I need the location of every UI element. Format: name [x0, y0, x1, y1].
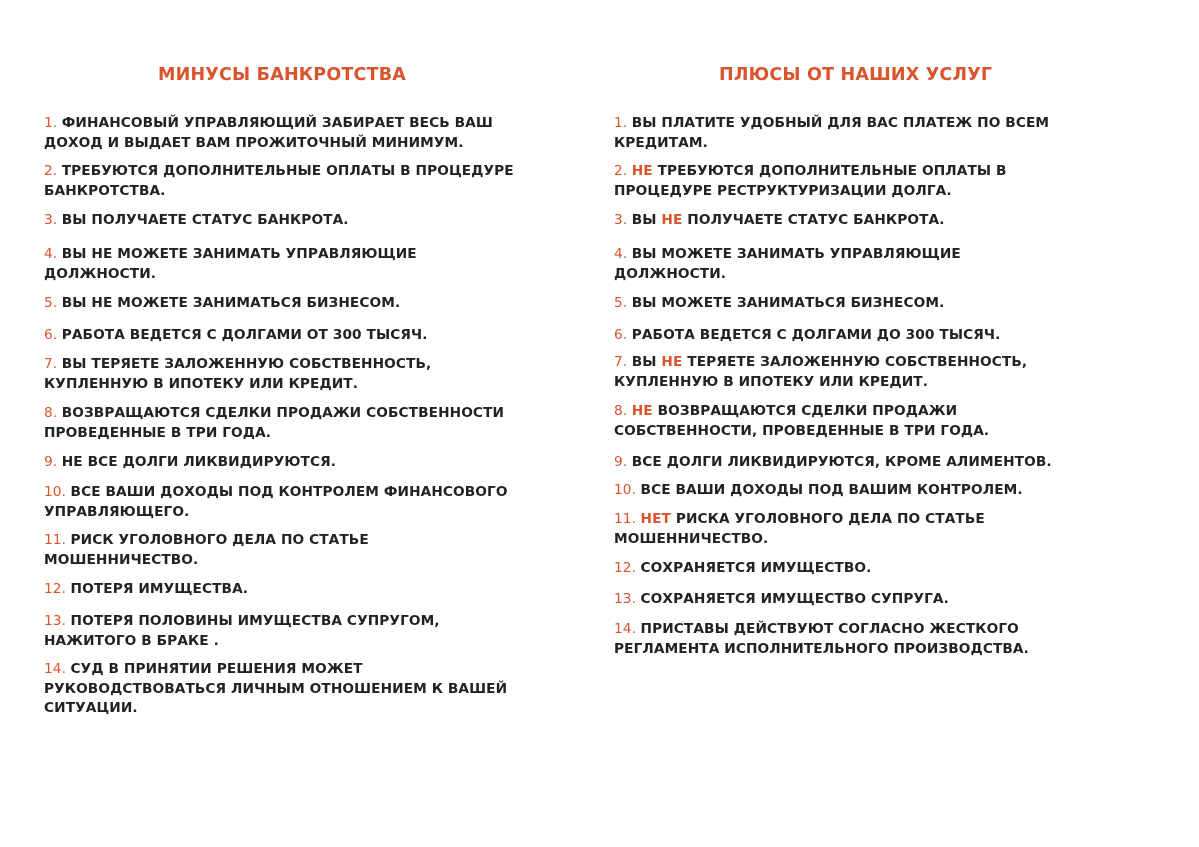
item-text: ВЫ ПОЛУЧАЕТЕ СТАТУС БАНКРОТА. [61, 212, 349, 228]
item-text: РИСКА УГОЛОВНОГО ДЕЛА ПО СТАТЬЕ МОШЕННИЧЕСТВО. [614, 511, 985, 547]
list-item [614, 590, 1054, 610]
list-item [44, 355, 514, 394]
item-negation-highlight: НЕ [631, 403, 653, 419]
list-item [614, 245, 1054, 284]
item-number: 10. [44, 484, 71, 500]
list-item [614, 402, 1054, 441]
item-number: 7. [614, 354, 632, 370]
item-text: ТРЕБУЮТСЯ ДОПОЛНИТЕЛЬНЫЕ ОПЛАТЫ В ПРОЦЕДУРЕ БАНКРОТСТВА. [44, 163, 514, 199]
list-item [44, 114, 514, 153]
item-text: РИСК УГОЛОВНОГО ДЕЛА ПО СТАТЬЕ МОШЕННИЧЕСТВО. [44, 532, 369, 568]
item-number: 7. [44, 356, 62, 372]
list-item [44, 326, 514, 346]
item-number: 6. [614, 327, 632, 343]
list-item [614, 353, 1054, 392]
item-text: ВЫ НЕ МОЖЕТЕ ЗАНИМАТЬ УПРАВЛЯЮЩИЕ ДОЛЖНОСТИ. [44, 246, 417, 282]
item-text: ВЫ НЕ МОЖЕТЕ ЗАНИМАТЬСЯ БИЗНЕСОМ. [61, 295, 401, 311]
item-text: ПОЛУЧАЕТЕ СТАТУС БАНКРОТА. [682, 212, 945, 228]
list-item [614, 294, 1054, 314]
list-item [44, 531, 514, 570]
item-text: ВОЗВРАЩАЮТСЯ СДЕЛКИ ПРОДАЖИ СОБСТВЕННОСТИ, ПРОВЕДЕННЫЕ В ТРИ ГОДА. [614, 403, 990, 439]
item-number: 9. [44, 454, 62, 470]
item-number: 4. [614, 246, 632, 262]
list-item [44, 245, 514, 284]
item-text: НЕ ВСЕ ДОЛГИ ЛИКВИДИРУЮТСЯ. [61, 454, 337, 470]
item-text: СОХРАНЯЕТСЯ ИМУЩЕСТВО. [640, 560, 872, 576]
list-item [44, 294, 514, 314]
item-number: 13. [44, 613, 71, 629]
item-text: ВОЗВРАЩАЮТСЯ СДЕЛКИ ПРОДАЖИ СОБСТВЕННОСТИ ПРОВЕДЕННЫЕ В ТРИ ГОДА. [44, 405, 505, 441]
pluses-title: ПЛЮСЫ ОТ НАШИХ УСЛУГ [719, 65, 993, 85]
list-item [614, 559, 1054, 579]
item-text: ПОТЕРЯ ИМУЩЕСТВА. [70, 581, 249, 597]
list-item [44, 453, 514, 473]
item-text: ВЫ МОЖЕТЕ ЗАНИМАТЬСЯ БИЗНЕСОМ. [631, 295, 945, 311]
item-number: 12. [44, 581, 71, 597]
item-number: 11. [614, 511, 641, 527]
item-text: ТЕРЯЕТЕ ЗАЛОЖЕННУЮ СОБСТВЕННОСТЬ, КУПЛЕННУЮ В ИПОТЕКУ ИЛИ КРЕДИТ. [614, 354, 1028, 390]
list-item [44, 162, 514, 201]
item-number: 14. [614, 621, 641, 637]
item-number: 13. [614, 591, 641, 607]
item-number: 5. [44, 295, 62, 311]
list-item [614, 162, 1054, 201]
item-text: ВСЕ ДОЛГИ ЛИКВИДИРУЮТСЯ, КРОМЕ АЛИМЕНТОВ. [631, 454, 1052, 470]
item-text-prefix: ВЫ [631, 354, 662, 370]
list-item [614, 211, 1054, 231]
item-text: РАБОТА ВЕДЕТСЯ С ДОЛГАМИ ОТ 300 ТЫСЯЧ. [61, 327, 428, 343]
item-number: 2. [614, 163, 632, 179]
item-text: ВЫ ПЛАТИТЕ УДОБНЫЙ ДЛЯ ВАС ПЛАТЕЖ ПО ВСЕМ КРЕДИТАМ. [614, 115, 1050, 151]
list-item [44, 612, 514, 651]
item-number: 5. [614, 295, 632, 311]
item-text-prefix: ВЫ [631, 212, 662, 228]
item-number: 4. [44, 246, 62, 262]
item-number: 1. [44, 115, 62, 131]
item-text: ПРИСТАВЫ ДЕЙСТВУЮТ СОГЛАСНО ЖЕСТКОГО РЕГЛАМЕНТА ИСПОЛНИТЕЛЬНОГО ПРОИЗВОДСТВА. [614, 621, 1029, 657]
list-item [614, 510, 1054, 549]
item-number: 10. [614, 482, 641, 498]
item-number: 6. [44, 327, 62, 343]
list-item [614, 481, 1054, 501]
item-text: ПОТЕРЯ ПОЛОВИНЫ ИМУЩЕСТВА СУПРУГОМ, НАЖИТОГО В БРАКЕ . [44, 613, 440, 649]
item-text: ТРЕБУЮТСЯ ДОПОЛНИТЕЛЬНЫЕ ОПЛАТЫ В ПРОЦЕДУРЕ РЕСТРУКТУРИЗАЦИИ ДОЛГА. [614, 163, 1007, 199]
item-negation-highlight: НЕ [661, 212, 683, 228]
list-item [614, 114, 1054, 153]
item-number: 8. [614, 403, 632, 419]
list-item [44, 580, 514, 600]
list-item [614, 453, 1054, 473]
item-number: 8. [44, 405, 62, 421]
list-item [614, 326, 1054, 346]
item-number: 3. [614, 212, 632, 228]
item-negation-highlight: НЕТ [640, 511, 671, 527]
item-number: 2. [44, 163, 62, 179]
item-text: ВЫ ТЕРЯЕТЕ ЗАЛОЖЕННУЮ СОБСТВЕННОСТЬ, КУПЛЕННУЮ В ИПОТЕКУ ИЛИ КРЕДИТ. [44, 356, 432, 392]
item-text: ВСЕ ВАШИ ДОХОДЫ ПОД ВАШИМ КОНТРОЛЕМ. [640, 482, 1023, 498]
item-negation-highlight: НЕ [661, 354, 683, 370]
item-text: СУД В ПРИНЯТИИ РЕШЕНИЯ МОЖЕТ РУКОВОДСТВОВАТЬСЯ ЛИЧНЫМ ОТНОШЕНИЕМ К ВАШЕЙ СИТУАЦИИ. [44, 661, 508, 716]
item-text: ФИНАНСОВЫЙ УПРАВЛЯЮЩИЙ ЗАБИРАЕТ ВЕСЬ ВАШ ДОХОД И ВЫДАЕТ ВАМ ПРОЖИТОЧНЫЙ МИНИМУМ. [44, 115, 493, 151]
item-text: ВСЕ ВАШИ ДОХОДЫ ПОД КОНТРОЛЕМ ФИНАНСОВОГО УПРАВЛЯЮЩЕГО. [44, 484, 508, 520]
list-item [44, 483, 514, 522]
list-item [44, 660, 514, 719]
item-number: 1. [614, 115, 632, 131]
item-text: ВЫ МОЖЕТЕ ЗАНИМАТЬ УПРАВЛЯЮЩИЕ ДОЛЖНОСТИ. [614, 246, 961, 282]
item-number: 9. [614, 454, 632, 470]
list-item [44, 211, 514, 231]
item-number: 12. [614, 560, 641, 576]
item-number: 3. [44, 212, 62, 228]
list-item [44, 404, 514, 443]
item-negation-highlight: НЕ [631, 163, 653, 179]
item-text: РАБОТА ВЕДЕТСЯ С ДОЛГАМИ ДО 300 ТЫСЯЧ. [631, 327, 1001, 343]
item-text: СОХРАНЯЕТСЯ ИМУЩЕСТВО СУПРУГА. [640, 591, 949, 607]
minuses-title: МИНУСЫ БАНКРОТСТВА [158, 65, 407, 85]
list-item [614, 620, 1054, 659]
item-number: 14. [44, 661, 71, 677]
item-number: 11. [44, 532, 71, 548]
